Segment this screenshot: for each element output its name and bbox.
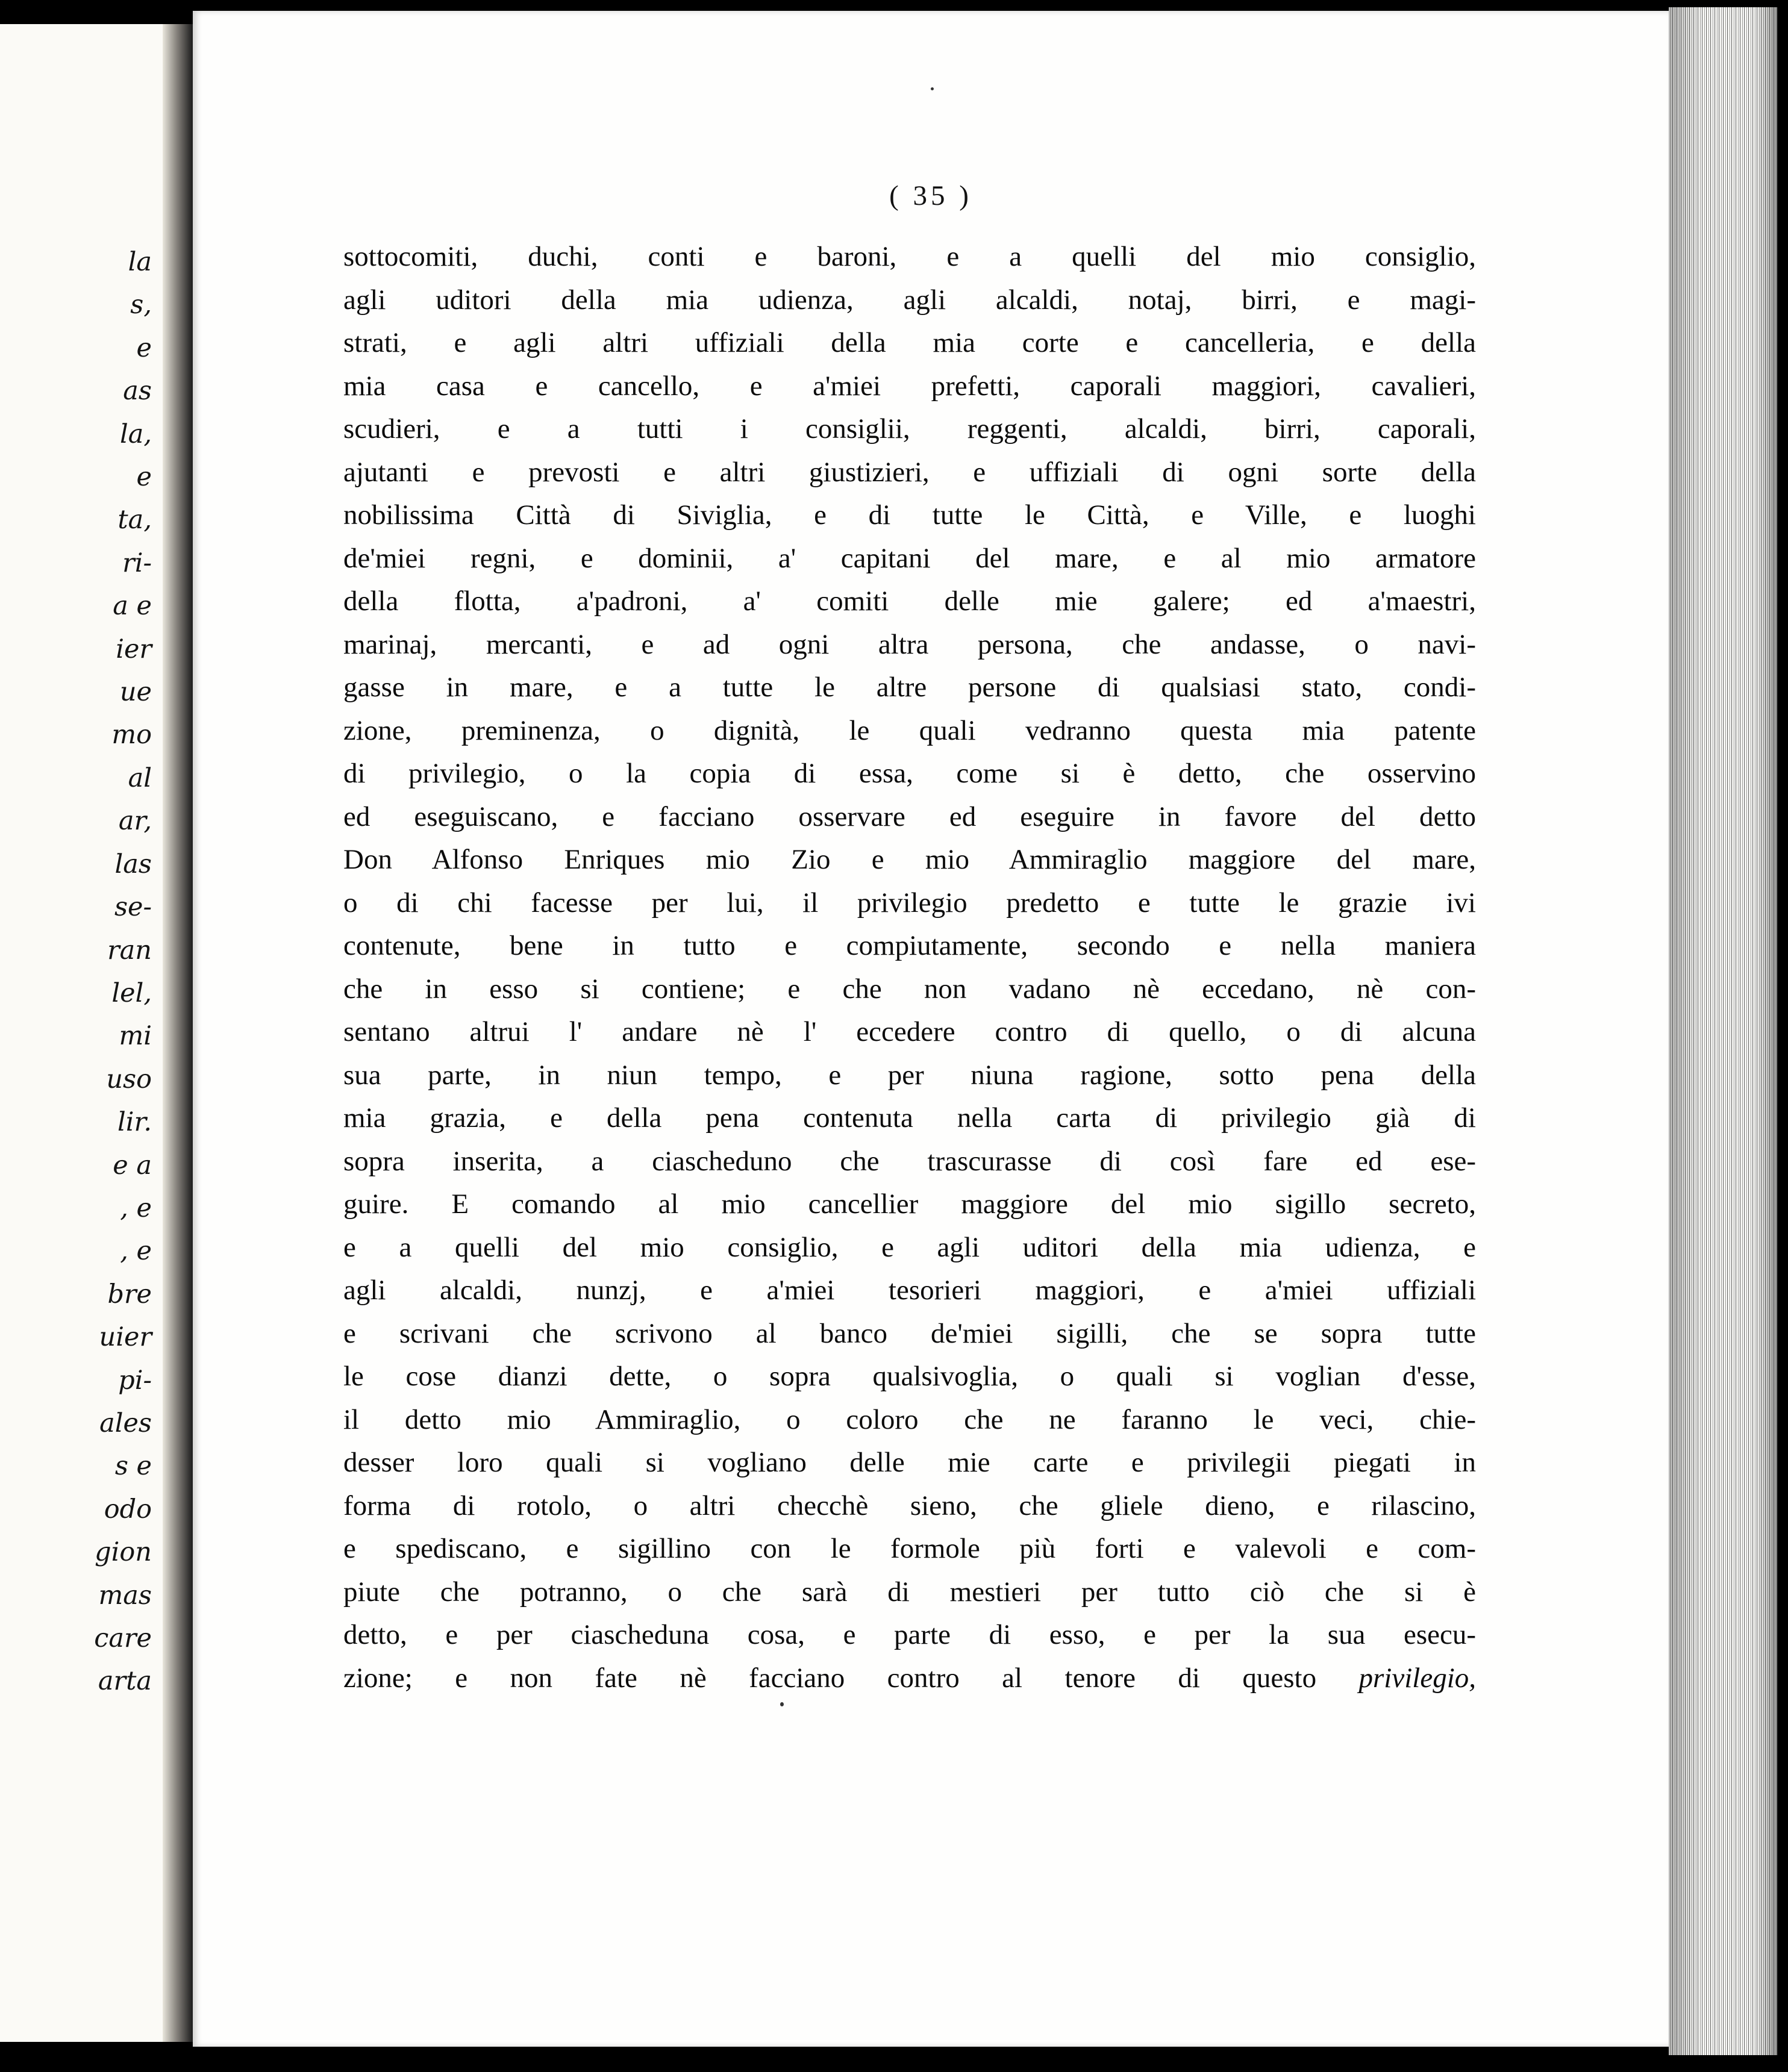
text-line: e spediscano, e sigillino con le formole più forti e valevoli e com- — [343, 1533, 1476, 1564]
left-page-fragment: e — [136, 462, 152, 493]
left-page-fragment: s, — [130, 290, 152, 320]
left-page-fragment: odo — [104, 1494, 152, 1524]
text-line: contenute, bene in tutto e compiutamente, secondo e nella maniera — [343, 930, 1476, 961]
book-gutter — [163, 24, 193, 2042]
text-line: ed eseguiscano, e facciano osservare ed eseguire in favore del detto — [343, 800, 1476, 832]
left-page-fragment: ales — [99, 1408, 152, 1438]
text-line: sottocomiti, duchi, conti e baroni, e a quelli del mio consiglio, — [343, 241, 1476, 272]
text-line: forma di rotolo, o altri checchè sieno, che gliele dieno, e rilascino, — [343, 1490, 1476, 1521]
text-line-content: zione; e non fate nè facciano contro al tenore di questo — [343, 1662, 1317, 1694]
text-line: il detto mio Ammiraglio, o coloro che ne faranno le veci, chie- — [343, 1403, 1476, 1435]
text-line: sentano altrui l' andare nè l' eccedere contro di quello, o di alcuna — [343, 1016, 1476, 1047]
left-page-fragment: uier — [99, 1322, 152, 1353]
text-line: che in esso si contiene; e che non vadano nè eccedano, nè con- — [343, 973, 1476, 1005]
left-page-fragment: bre — [107, 1279, 152, 1309]
ink-speck — [780, 1702, 784, 1706]
left-page-fragment: pi- — [118, 1365, 152, 1396]
text-line: agli uditori della mia udienza, agli alcaldi, notaj, birri, e magi- — [343, 284, 1476, 316]
text-line: mia casa e cancello, e a'miei prefetti, caporali maggiori, cavalieri, — [343, 370, 1476, 402]
text-line: agli alcaldi, nunzj, e a'miei tesorieri maggiori, e a'miei uffiziali — [343, 1275, 1476, 1306]
text-line — [343, 1657, 1476, 1700]
text-line: scudieri, e a tutti i consiglii, reggenti, alcaldi, birri, caporali, — [343, 413, 1476, 445]
left-page-fragment: , e — [120, 1193, 152, 1223]
text-line: della flotta, a'padroni, a' comiti delle mie galere; ed a'maestri, — [343, 585, 1476, 617]
text-line: mia grazia, e della pena contenuta nella carta di privilegio già di — [343, 1102, 1476, 1134]
left-page-fragment: ue — [119, 677, 152, 708]
page-number: ( 35 ) — [889, 180, 972, 211]
left-page-fragment: a e — [113, 591, 152, 622]
text-line: strati, e agli altri uffiziali della mia corte e cancelleria, e della — [343, 327, 1476, 358]
text-line: nobilissima Città di Siviglia, e di tutte le Città, e Ville, e luoghi — [343, 499, 1476, 531]
text-line: marinaj, mercanti, e ad ogni altra persona, che andasse, o navi- — [343, 628, 1476, 660]
left-page-fragment: as — [123, 376, 152, 407]
left-page-fragment: lir. — [117, 1107, 152, 1138]
italic-word: privilegio, — [1358, 1662, 1477, 1694]
left-page-fragment: mas — [98, 1580, 152, 1611]
text-line: piute che potranno, o che sarà di mestieri per tutto ciò che si è — [343, 1576, 1476, 1608]
left-page-fragment: se- — [114, 892, 152, 923]
text-line: sua parte, in niun tempo, e per niuna ragione, sotto pena della — [343, 1059, 1476, 1091]
main-page — [193, 11, 1669, 2047]
text-line: sopra inserita, a ciascheduno che trascurasse di così fare ed ese- — [343, 1145, 1476, 1177]
left-page-fragment: uso — [106, 1064, 152, 1094]
text-line: le cose dianzi dette, o sopra qualsivoglia, o quali si voglian d'esse, — [343, 1361, 1476, 1392]
left-page-fragment: , e — [120, 1236, 152, 1267]
text-line: desser loro quali si vogliano delle mie carte e privilegii piegati in — [343, 1447, 1476, 1478]
left-facing-page — [0, 24, 181, 2042]
text-line: de'miei regni, e dominii, a' capitani del mare, e al mio armatore — [343, 542, 1476, 574]
body-text — [343, 236, 1476, 1700]
left-page-fragment: ta, — [117, 505, 152, 535]
page-fore-edge-shadow — [1669, 7, 1777, 2055]
left-page-text-fragments — [7, 241, 152, 1703]
text-line: guire. E comando al mio cancellier maggiore del mio sigillo secreto, — [343, 1188, 1476, 1220]
left-page-fragment: gion — [95, 1537, 152, 1568]
ink-speck — [931, 87, 934, 90]
text-line: zione, preminenza, o dignità, le quali vedranno questa mia patente — [343, 714, 1476, 746]
left-page-fragment: ri- — [122, 548, 152, 578]
left-page-fragment: lel, — [111, 978, 152, 1008]
text-line: ajutanti e prevosti e altri giustizieri, e uffiziali di ogni sorte della — [343, 456, 1476, 488]
text-line: e a quelli del mio consiglio, e agli uditori della mia udienza, e — [343, 1231, 1476, 1263]
text-line: Don Alfonso Enriques mio Zio e mio Ammiraglio maggiore del mare, — [343, 844, 1476, 875]
left-page-fragment: mi — [119, 1021, 152, 1052]
text-line: e scrivani che scrivono al banco de'miei sigilli, che se sopra tutte — [343, 1317, 1476, 1349]
left-page-fragment: ran — [107, 935, 152, 966]
left-page-fragment: e — [136, 332, 152, 363]
text-line: detto, e per ciascheduna cosa, e parte di esso, e per la sua esecu- — [343, 1619, 1476, 1650]
left-page-fragment: ar, — [118, 806, 152, 837]
left-page-fragment: arta — [98, 1666, 152, 1697]
text-line: gasse in mare, e a tutte le altre persone di qualsiasi stato, condi- — [343, 672, 1476, 703]
left-page-fragment: ier — [116, 634, 152, 664]
left-page-fragment: al — [128, 763, 152, 793]
left-page-fragment: la — [128, 247, 152, 277]
text-line: di privilegio, o la copia di essa, come si è detto, che osservino — [343, 758, 1476, 789]
left-page-fragment: mo — [111, 720, 152, 750]
text-line: o di chi facesse per lui, il privilegio predetto e tutte le grazie ivi — [343, 887, 1476, 919]
left-page-fragment: e a — [113, 1150, 152, 1181]
left-page-fragment: las — [114, 849, 152, 879]
left-page-fragment: s e — [114, 1451, 152, 1482]
left-page-fragment: la, — [119, 419, 152, 449]
left-page-fragment: care — [94, 1623, 152, 1653]
